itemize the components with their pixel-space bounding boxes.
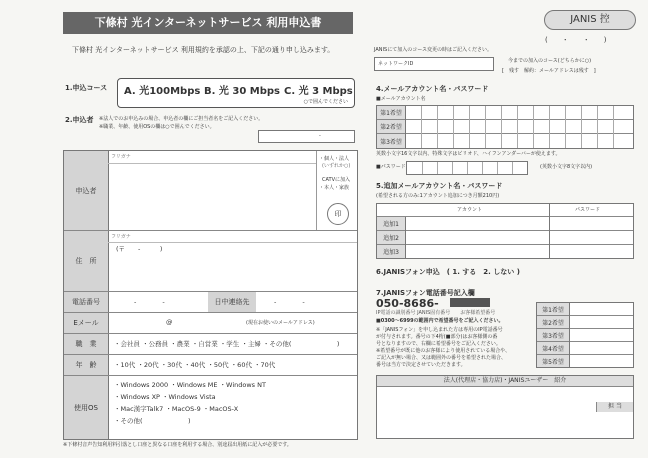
- applicant-note-1: ※法人でのお申込みの場合、申込者の欄にご担当者名をご記入ください。: [99, 116, 264, 122]
- introducer-label: 法人(代理店・協力店)・JANISユーザー 紹介: [377, 376, 633, 386]
- form-title: 下條村 光インターネットサービス 利用申込書: [63, 12, 353, 34]
- daytime-label: 日中連絡先: [208, 292, 256, 312]
- staff-label: 担 当: [596, 402, 633, 412]
- phone-note-6: 番号は当方で決定させていただきます。: [376, 362, 466, 368]
- phone-prefix: 050-8686-: [376, 297, 439, 310]
- job-options[interactable]: ・会社員 ・公務員 ・農業 ・自営業 ・学生 ・主婦 ・その他( ): [114, 340, 340, 348]
- job-label: 職 業: [64, 334, 108, 354]
- phone-note-3: 号となりますので、右欄に希望番号をご記入ください。: [376, 341, 501, 347]
- mail-heading: 4.メールアカウント名・パスワード: [376, 85, 489, 93]
- date-field[interactable]: ( ・ ・ ): [545, 36, 607, 44]
- course-a[interactable]: A. 光100Mbps: [124, 86, 201, 97]
- phone-note-1: ※「JANISフォン」を申し込まれた方は専用のIP電話番号: [376, 327, 503, 333]
- remain-or-cancel[interactable]: [ 残す 解約：メールアドレスは残す ]: [502, 68, 596, 74]
- additional-mail-grid[interactable]: アカウント パスワード 追加1 追加2 追加3: [376, 203, 634, 259]
- course-note: ○で囲んでください: [303, 99, 348, 105]
- applicant-note-2: ※職業、年齢、使用OSの欄は○で囲んでください。: [99, 124, 215, 130]
- os-row-3[interactable]: ・Mac漢字Talk7 ・MacOS-9 ・MacOS-X: [114, 405, 239, 413]
- applicant-heading: 2.申込者: [65, 116, 94, 124]
- course-box: [117, 78, 355, 108]
- course-c[interactable]: C. 光 3 Mbps: [284, 86, 353, 97]
- janis-phone-heading: 7.JANISフォン電話番号記入欄: [376, 289, 475, 297]
- catv-options[interactable]: ・本人・家族: [319, 185, 350, 191]
- applicant-type-sub: (いずれか○): [322, 163, 351, 169]
- password-label: ■パスワード: [376, 164, 406, 170]
- ip-note: IP電話の識別番号 JANIS固有番号 お客様希望番号: [376, 310, 496, 316]
- mail-account-grid[interactable]: 第1希望 第2希望 第3希望: [376, 105, 634, 149]
- age-label: 年 齢: [64, 355, 108, 375]
- phone-field[interactable]: - -: [134, 298, 165, 306]
- os-row-4[interactable]: ・その他( ): [114, 417, 191, 425]
- os-label: 使用OS: [64, 376, 108, 439]
- code-note: JANISにて加入のコース変更の時はご記入ください。: [374, 47, 492, 53]
- name-field[interactable]: [112, 169, 312, 225]
- postal-code[interactable]: (〒 - ): [116, 245, 163, 253]
- copy-badge: JANIS 控: [544, 10, 636, 30]
- network-id-field[interactable]: ネットワークID: [374, 57, 494, 71]
- email-label: Eメール: [64, 313, 108, 333]
- phone-note-5: ご記入が無い場合、又は範囲外の番号を希望された場合、: [376, 355, 507, 361]
- footnote: ※下條村音声告知利用料引落とし口座と異なる口座を利用する場合、別途届出用紙に記入が必要です。: [63, 442, 292, 448]
- course-b[interactable]: B. 光 30 Mbps: [204, 86, 281, 97]
- mail-sub: ■メールアカウント名: [376, 96, 426, 102]
- phone-note-4: ※希望番号が既に他のお客様により使用されている場合や、: [376, 348, 511, 354]
- introducer-box[interactable]: [376, 375, 634, 439]
- furigana-label: フリガナ: [111, 154, 131, 160]
- current-course: 今までの加入のコース(どちらかに○): [508, 58, 592, 64]
- additional-mail-sub: (希望される方のみ:1アカウント追加につき月額210円): [376, 193, 500, 199]
- phone-note-2: が付与されます。番号の下4桁(■部分)はお客様側の番: [376, 334, 498, 340]
- age-options[interactable]: ・10代 ・20代 ・30代 ・40代 ・50代 ・60代 ・70代: [114, 361, 276, 369]
- applicant-code-field[interactable]: -: [258, 130, 355, 143]
- password-rule: (英数小文字8文字以内): [540, 164, 593, 170]
- additional-mail-heading: 5.追加メールアカウント名・パスワード: [376, 182, 503, 190]
- email-at[interactable]: @: [166, 318, 173, 326]
- applicant-table: [63, 150, 358, 440]
- mail-rule: 英数小文字16文字以内、特殊文字はピリオド、ハイフンアンダーバーが使えます。: [376, 151, 561, 157]
- course-heading: 1.申込コース: [65, 84, 108, 92]
- phone-last-digits: [450, 298, 490, 307]
- name-label: 申込者: [64, 151, 108, 230]
- email-note: (現在お使いのメールアドレス): [246, 320, 315, 326]
- address-label: 住 所: [64, 231, 108, 291]
- os-row-1[interactable]: ・Windows 2000 ・Windows ME ・Windows NT: [114, 381, 266, 389]
- os-row-2[interactable]: ・Windows XP ・Windows Vista: [114, 393, 216, 401]
- daytime-field[interactable]: - -: [274, 298, 305, 306]
- catv-label: CATVに加入: [322, 177, 350, 183]
- password-field[interactable]: [406, 161, 528, 175]
- phone-label: 電話番号: [64, 292, 108, 312]
- range-note: ■0300〜6999の範囲内で希望番号をご記入ください。: [376, 318, 504, 324]
- seal-mark: 印: [327, 203, 349, 225]
- intro-text: 下條村 光インターネットサービス 利用規約を承認の上、下記の通り申し込みます。: [72, 46, 335, 54]
- furigana-label-2: フリガナ: [111, 234, 131, 240]
- applicant-type-options[interactable]: ・個人・法人: [319, 156, 350, 162]
- phone-choice-grid[interactable]: 第1希望 第2希望 第3希望 第4希望 第5希望: [536, 302, 634, 368]
- janis-phone-apply[interactable]: 6.JANISフォン申込 ( 1. する 2. しない ): [376, 268, 520, 276]
